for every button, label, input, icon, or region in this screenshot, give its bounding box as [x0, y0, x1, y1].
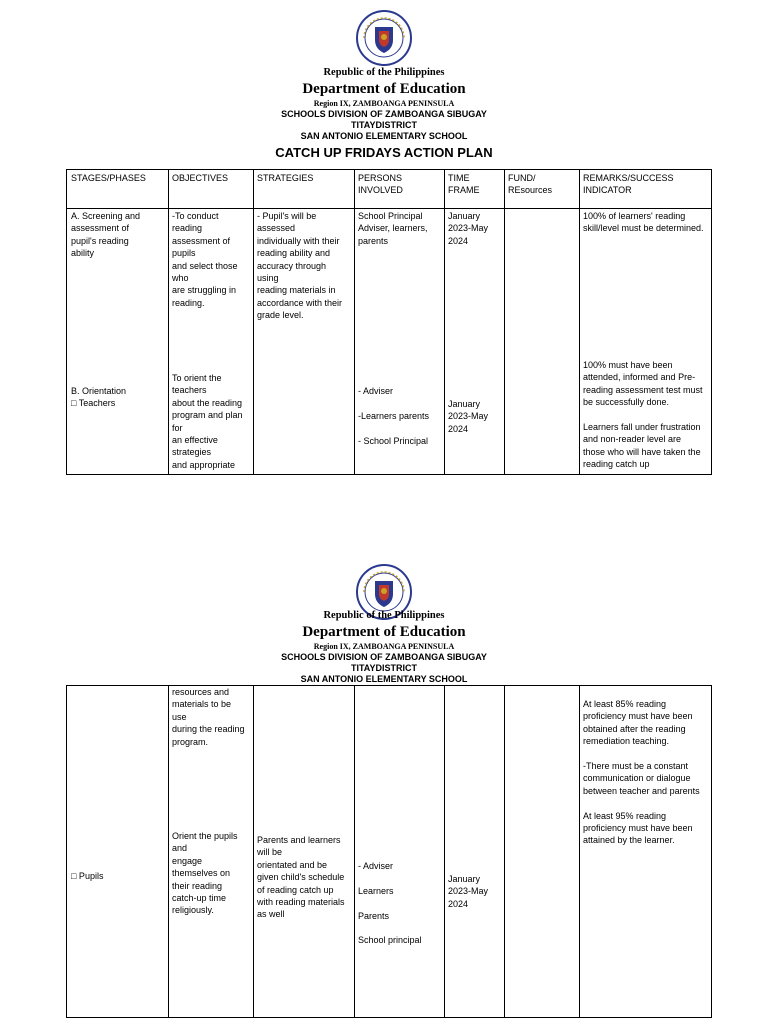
school-heading: SAN ANTONIO ELEMENTARY SCHOOL: [300, 674, 468, 684]
column-header-fund: FUND/ REsources: [508, 173, 553, 196]
division-heading: SCHOOLS DIVISION OF ZAMBOANGA SIBUGAY: [281, 652, 487, 662]
objectives-continued: resources and materials to be use during the reading program.: [172, 687, 245, 747]
document-page-1: [0, 0, 768, 500]
republic-heading: Republic of the Philippines: [323, 610, 445, 621]
region-heading: Region IX, ZAMBOANGA PENINSULA: [313, 642, 455, 651]
column-header-objectives: OBJECTIVES: [172, 173, 229, 183]
department-heading: Department of Education: [302, 624, 466, 640]
row-a-strategies: - Pupil's will be assessed individually with their reading ability and accuracy through using reading materials in accordance with their grade level.: [257, 211, 343, 321]
action-plan-table: [66, 169, 712, 475]
row-a-remarks: 100% of learners' reading skill/level must be determined.: [583, 211, 704, 234]
department-heading: Department of Education: [302, 81, 466, 97]
column-header-remarks: REMARKS/SUCCESS INDICATOR: [583, 173, 674, 196]
row-a-objectives: -To conduct reading assessment of pupils and select those who are struggling in reading.: [172, 211, 238, 308]
column-header-stages: STAGES/PHASES: [71, 173, 146, 183]
row-b-time: January 2023-May 2024: [448, 399, 489, 434]
plan-title: CATCH UP FRIDAYS ACTION PLAN: [275, 145, 493, 160]
column-header-strategies: STRATEGIES: [257, 173, 314, 183]
remarks-continued: At least 85% reading proficiency must have been obtained after the reading remediation teaching. -There must be a constant communication or dialogue between teacher and parents At least 95% reading proficiency must have been attained by the learner.: [583, 699, 700, 846]
district-heading: TITAYDISTRICT: [350, 663, 417, 673]
school-heading: SAN ANTONIO ELEMENTARY SCHOOL: [300, 131, 468, 141]
column-header-persons: PERSONS INVOLVED: [358, 173, 403, 196]
row-b-persons: - Adviser -Learners parents - School Principal: [358, 386, 430, 446]
republic-heading: Republic of the Philippines: [323, 67, 445, 78]
deped-seal-icon: [356, 10, 412, 66]
row-pupils-time: January 2023-May 2024: [448, 874, 489, 909]
action-plan-table-continued: [66, 685, 712, 1018]
row-b-stage: B. Orientation □ Teachers: [71, 386, 127, 409]
row-pupils-strategies: Parents and learners will be orientated and be given child's schedule of reading catch up with reading materials as well: [257, 835, 345, 920]
row-a-stage: A. Screening and assessment of pupil's reading ability: [71, 211, 141, 259]
region-heading: Region IX, ZAMBOANGA PENINSULA: [313, 99, 455, 108]
district-heading: TITAYDISTRICT: [350, 120, 417, 130]
row-a-persons: School Principal Adviser, learners, parents: [358, 211, 428, 246]
row-pupils-objectives: Orient the pupils and engage themselves on their reading catch-up time religiously.: [172, 831, 238, 916]
row-b-objectives: To orient the teachers about the reading program and plan for an effective strategies and appropriate: [172, 373, 243, 470]
row-pupils-persons: - Adviser Learners Parents School principal: [358, 861, 422, 946]
column-header-time: TIME FRAME: [448, 173, 480, 196]
division-heading: SCHOOLS DIVISION OF ZAMBOANGA SIBUGAY: [281, 109, 487, 119]
row-b-remarks: 100% must have been attended, informed and Pre- reading assessment test must be successfully done. Learners fall under frustration and non-reader level are those who will have taken the reading catch up: [583, 360, 703, 470]
document-page-2: [0, 540, 768, 1024]
row-a-time: January 2023-May 2024: [448, 211, 489, 246]
row-pupils-stage: □ Pupils: [71, 871, 104, 881]
